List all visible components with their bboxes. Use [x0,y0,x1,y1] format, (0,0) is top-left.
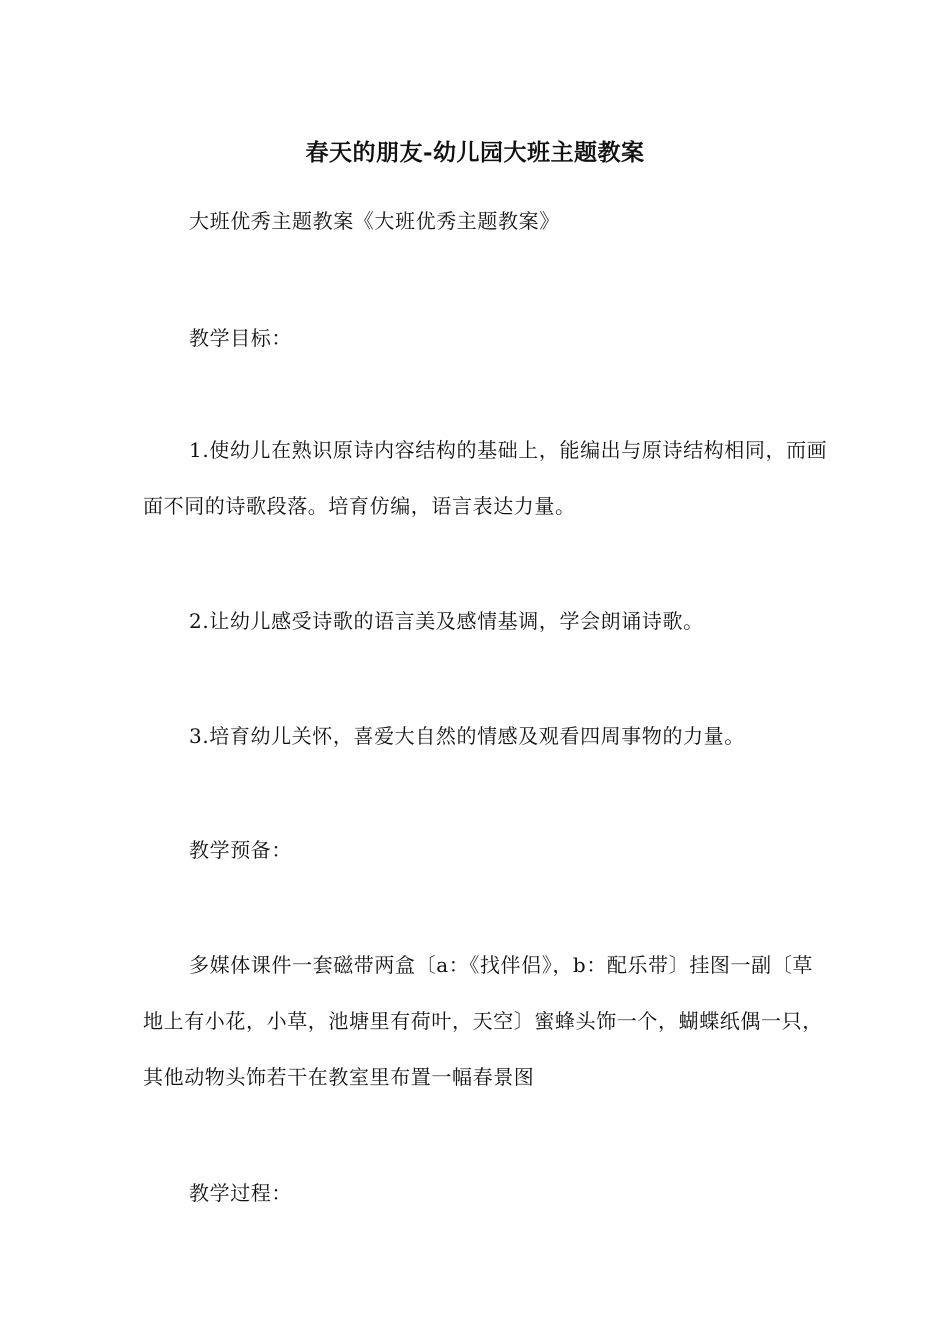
goals-heading: 教学目标： [189,326,292,350]
document-title: 春天的朋友-幼儿园大班主题教案 [305,139,645,166]
goal-item: 1.使幼儿在熟识原诗内容结构的基础上，能编出与原诗结构相同，而画面不同的诗歌段落。培育仿编，语言表达力量。 [143,438,828,518]
goal-item: 2.让幼儿感受诗歌的语言美及感情基调，学会朗诵诗歌。 [189,609,704,633]
goal-item: 3.培育幼儿关怀，喜爱大自然的情感及观看四周事物的力量。 [189,724,745,748]
process-heading: 教学过程： [189,1181,292,1205]
preparation-body: 多媒体课件一套磁带两盒〔a：《找伴侣》，b：配乐带〕挂图一副〔草地上有小花，小草，池塘里有荷叶，天空〕蜜蜂头饰一个，蝴蝶纸偶一只，其他动物头饰若干在教室里布置一幅春景图 [143,953,823,1089]
document-subtitle: 大班优秀主题教案《大班优秀主题教案》 [189,209,560,233]
preparation-heading: 教学预备： [189,838,292,862]
